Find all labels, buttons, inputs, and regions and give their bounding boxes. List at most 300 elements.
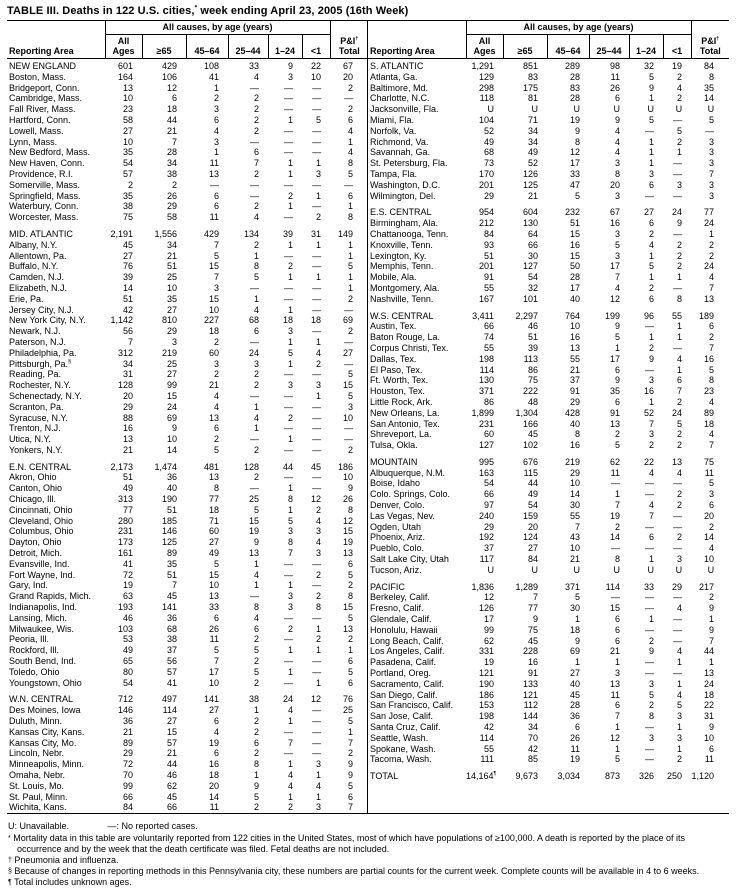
value-cell: 1	[348, 726, 354, 737]
value-cell: 6	[614, 364, 620, 375]
value-cell: 1	[677, 657, 683, 668]
value-cell: —	[284, 390, 293, 401]
value-cell: 5	[677, 125, 683, 136]
value-cell: 27	[569, 668, 580, 679]
value-cell: 2	[253, 677, 259, 688]
city-row	[368, 72, 729, 83]
value-cell: 231	[117, 526, 133, 537]
value-cell: 14	[122, 282, 133, 293]
value-cell: 130	[478, 375, 494, 386]
value-cell: 164	[117, 71, 133, 82]
value-cell: 6	[171, 93, 177, 104]
value-cell: 3	[287, 526, 293, 537]
value-cell: 6	[614, 624, 620, 635]
value-cell: 1,304	[515, 407, 538, 418]
value-cell: 161	[117, 548, 133, 559]
value-cell: 1	[287, 358, 293, 369]
footnote-item: ¶ Total includes unknown ages.	[8, 877, 132, 888]
value-cell: 68	[248, 315, 259, 326]
value-cell: —	[284, 125, 293, 136]
value-cell: 128	[243, 461, 259, 472]
column-header-reporting-area: Reporting Area	[7, 21, 105, 59]
value-cell: —	[645, 603, 654, 614]
value-cell: 51	[166, 261, 177, 272]
value-cell: 45	[527, 635, 538, 646]
reporting-area-cell: Gary, Ind.	[9, 580, 48, 591]
value-cell: 764	[564, 310, 580, 321]
value-cell: 91	[609, 407, 620, 418]
value-cell: 18	[208, 770, 219, 780]
value-cell: 1	[677, 743, 683, 754]
value-cell: 4	[253, 569, 259, 580]
city-row	[7, 580, 368, 591]
city-row	[368, 343, 729, 354]
value-cell: —	[284, 293, 293, 304]
reporting-area-cell: Kansas City, Kans.	[9, 726, 85, 737]
value-cell: 21	[166, 748, 177, 759]
value-cell: 11	[704, 467, 715, 478]
reporting-area-cell: Bridgeport, Conn.	[9, 82, 80, 93]
value-cell: 26	[343, 494, 354, 505]
value-cell: —	[312, 93, 322, 104]
value-cell: —	[284, 82, 293, 93]
value-cell: 3	[614, 250, 620, 261]
value-cell: 712	[117, 694, 133, 705]
value-cell: 19	[248, 526, 259, 537]
value-cell: 3	[709, 179, 715, 190]
value-cell: 1	[253, 250, 259, 261]
value-cell: 1	[709, 657, 715, 668]
value-cell: 2	[677, 489, 683, 500]
value-cell: —	[312, 726, 322, 737]
reporting-area-cell: Little Rock, Ark.	[370, 396, 433, 407]
reporting-area-cell: El Paso, Tex.	[370, 364, 423, 375]
value-cell: 34	[122, 358, 133, 369]
reporting-area-cell: Ogden, Utah	[370, 521, 422, 532]
value-cell: —	[312, 444, 322, 455]
value-cell: —	[344, 423, 354, 434]
value-cell: 69	[343, 315, 354, 326]
value-cell: —	[312, 558, 322, 569]
value-cell: 312	[117, 347, 133, 358]
value-cell: 21	[122, 444, 133, 455]
reporting-area-cell: Cambridge, Mass.	[9, 93, 83, 104]
value-cell: 14	[704, 93, 715, 104]
value-cell: 6	[614, 614, 620, 625]
city-row	[368, 375, 729, 386]
reporting-area-cell: Grand Rapids, Mich.	[9, 591, 92, 602]
value-cell: —	[312, 612, 322, 623]
value-cell: 29	[569, 467, 580, 478]
value-cell: 3	[348, 401, 354, 412]
value-cell: —	[312, 666, 322, 677]
value-cell: 2	[253, 114, 259, 125]
value-cell: 86	[483, 396, 494, 407]
value-cell: 4	[677, 353, 683, 364]
value-cell: 1	[253, 558, 259, 569]
reporting-area-cell: Columbus, Ohio	[9, 526, 74, 537]
value-cell: U	[573, 104, 580, 115]
city-row	[368, 668, 729, 679]
value-cell: 1	[213, 82, 219, 93]
value-cell: 8	[253, 602, 259, 613]
value-cell: 31	[311, 228, 322, 239]
value-cell: 14	[166, 444, 177, 455]
value-cell: 13	[208, 412, 219, 423]
value-cell: 1	[287, 483, 293, 494]
value-cell: —	[250, 82, 259, 93]
value-cell: 14	[609, 532, 620, 543]
value-cell: 12	[609, 293, 620, 304]
reporting-area-cell: Memphis, Tenn.	[370, 261, 434, 272]
city-row	[368, 419, 729, 430]
value-cell: 55	[483, 342, 494, 353]
value-cell: 60	[208, 347, 219, 358]
value-cell: 133	[522, 678, 538, 689]
value-cell: 42	[483, 722, 494, 733]
column-header-25-44: 25–44	[228, 35, 268, 59]
value-cell: 51	[483, 250, 494, 261]
value-cell: 33	[248, 61, 259, 71]
value-cell: 51	[569, 218, 580, 229]
value-cell: 1,142	[110, 315, 133, 326]
value-cell: 3	[287, 71, 293, 82]
value-cell: —	[284, 444, 293, 455]
value-cell: 74	[483, 332, 494, 343]
city-row	[7, 147, 368, 158]
value-cell: 29	[672, 581, 683, 592]
value-cell: 1	[287, 580, 293, 591]
value-cell: 141	[203, 694, 219, 705]
value-cell: 8	[574, 136, 580, 147]
value-cell: 9	[574, 125, 580, 136]
value-cell: 1	[253, 401, 259, 412]
reporting-area-cell: Chicago, Ill.	[9, 494, 57, 505]
city-row	[368, 565, 729, 576]
value-cell: 66	[122, 791, 133, 802]
city-row	[368, 180, 729, 191]
value-cell: 16	[704, 353, 715, 364]
value-cell: —	[312, 483, 322, 494]
value-cell: 7	[614, 500, 620, 511]
city-row	[7, 738, 368, 749]
reporting-area-cell: Santa Cruz, Calif.	[370, 722, 441, 733]
value-cell: 7	[709, 635, 715, 646]
value-cell: 5	[648, 114, 654, 125]
reporting-area-cell: Las Vegas, Nev.	[370, 510, 435, 521]
value-cell: 8	[614, 168, 620, 179]
reporting-area-cell: Newark, N.J.	[9, 326, 61, 337]
value-cell: 18	[208, 504, 219, 515]
value-cell: 37	[166, 645, 177, 656]
value-cell: 9	[287, 61, 293, 71]
value-cell: 4	[677, 646, 683, 657]
value-cell: 2	[614, 429, 620, 440]
value-cell: 2	[677, 396, 683, 407]
value-cell: 2	[677, 71, 683, 82]
value-cell: 27	[643, 207, 654, 218]
value-cell: 1,120	[691, 771, 715, 782]
value-cell: 198	[478, 711, 494, 722]
value-cell: —	[284, 212, 293, 223]
value-cell: 7	[614, 711, 620, 722]
reporting-area-cell: Tucson, Ariz.	[370, 564, 422, 575]
value-cell: 51	[527, 332, 538, 343]
value-cell: 11	[610, 467, 620, 478]
value-cell: 10	[166, 434, 177, 445]
value-cell: 1	[287, 666, 293, 677]
value-cell: 114	[479, 732, 494, 743]
value-cell: —	[611, 543, 620, 554]
value-cell: 5	[677, 700, 683, 711]
value-cell: 45	[166, 591, 177, 602]
column-header-pi-total: P&I† Total	[691, 21, 729, 59]
reporting-area-cell: Rochester, N.Y.	[9, 380, 71, 391]
value-cell: 13	[122, 82, 133, 93]
value-cell: 6	[253, 623, 259, 634]
value-cell: 1	[316, 390, 322, 401]
value-cell: 1	[348, 645, 354, 656]
reporting-area-cell: Phoenix, Ariz.	[370, 532, 426, 543]
value-cell: 7	[709, 440, 715, 451]
value-cell: 66	[483, 321, 494, 332]
value-cell: 128	[117, 380, 133, 391]
value-cell: 6	[348, 791, 354, 802]
value-cell: —	[312, 201, 322, 212]
reporting-area-cell: Camden, N.J.	[9, 272, 65, 283]
value-cell: —	[284, 656, 293, 667]
value-cell: 4	[253, 304, 259, 315]
value-cell: 3	[614, 158, 620, 169]
value-cell: 2	[253, 726, 259, 737]
value-cell: 38	[166, 168, 177, 179]
value-cell: 33	[643, 581, 654, 592]
value-cell: 89	[704, 407, 715, 418]
value-cell: 24	[166, 401, 177, 412]
value-cell: 3	[648, 429, 654, 440]
value-cell: 13	[343, 548, 354, 559]
value-cell: 104	[478, 114, 494, 125]
value-cell: 3	[316, 526, 322, 537]
value-cell: 1	[253, 705, 259, 716]
value-cell: —	[645, 722, 654, 733]
value-cell: 60	[483, 429, 494, 440]
value-cell: 1	[316, 645, 322, 656]
city-row	[368, 657, 729, 668]
value-cell: 36	[166, 472, 177, 483]
value-cell: —	[284, 104, 293, 115]
value-cell: —	[645, 624, 654, 635]
value-cell: 3	[677, 711, 683, 722]
region-row	[368, 451, 729, 468]
value-cell: 8	[348, 212, 354, 223]
city-row	[368, 679, 729, 690]
value-cell: 4	[709, 543, 715, 554]
value-cell: 3	[287, 326, 293, 337]
value-cell: 2	[709, 332, 715, 343]
footnote-item: * Mortality data in this table are voluntarily reported from 122 cities in the United States, most of which have populations of ≥100,000. A death is reported by the place of its occurrence and by the week that the death certificate was filed. Fetal deaths are not included.	[8, 833, 686, 855]
reporting-area-cell: Akron, Ohio	[9, 472, 57, 483]
value-cell: 115	[523, 467, 538, 478]
value-cell: 2	[677, 500, 683, 511]
value-cell: 3	[316, 380, 322, 391]
value-cell: 7	[287, 548, 293, 559]
reporting-area-cell: Yonkers, N.Y.	[9, 444, 63, 455]
value-cell: 22	[643, 456, 654, 467]
city-row	[7, 137, 368, 148]
value-cell: 4	[253, 612, 259, 623]
reporting-area-cell: Syracuse, N.Y.	[9, 412, 68, 423]
value-cell: 6	[648, 532, 654, 543]
value-cell: 1	[677, 321, 683, 332]
value-cell: 25	[166, 358, 177, 369]
value-cell: 7	[253, 158, 259, 169]
city-row	[7, 656, 368, 667]
reporting-area-cell: MOUNTAIN	[370, 456, 418, 467]
value-cell: 9	[532, 614, 538, 625]
table-rows-left	[7, 59, 368, 814]
value-cell: —	[284, 93, 293, 104]
value-cell: 5	[614, 239, 620, 250]
reporting-area-cell: Duluth, Minn.	[9, 716, 63, 727]
value-cell: —	[210, 179, 219, 190]
value-cell: 676	[522, 456, 538, 467]
value-cell: 12	[569, 147, 580, 158]
value-cell: 2	[253, 239, 259, 250]
value-cell: 43	[569, 532, 580, 543]
value-cell: U	[487, 564, 494, 575]
value-cell: 1,899	[471, 407, 494, 418]
reporting-area-cell: Lansing, Mich.	[9, 612, 68, 623]
value-cell: 34	[527, 722, 538, 733]
value-cell: 85	[527, 754, 538, 765]
value-cell: 1	[348, 136, 354, 147]
city-row	[368, 126, 729, 137]
value-cell: 4	[213, 125, 219, 136]
value-cell: 13	[704, 668, 715, 679]
value-cell: 44	[166, 759, 177, 770]
value-cell: 4	[213, 726, 219, 737]
value-cell: 55	[569, 353, 580, 364]
value-cell: 23	[704, 386, 715, 397]
value-cell: 20	[122, 390, 133, 401]
value-cell: 17	[609, 353, 620, 364]
value-cell: 175	[522, 82, 538, 93]
value-cell: 13	[609, 678, 620, 689]
value-cell: 1	[614, 657, 620, 668]
value-cell: 121	[478, 668, 494, 679]
city-row	[7, 126, 368, 137]
value-cell: 29	[166, 201, 177, 212]
value-cell: 52	[527, 158, 538, 169]
value-cell: 114	[162, 705, 177, 716]
value-cell: —	[312, 423, 322, 434]
value-cell: 1	[648, 554, 654, 565]
value-cell: 7	[709, 342, 715, 353]
value-cell: 3,034	[557, 771, 580, 782]
reporting-area-cell: Albuquerque, N.M.	[370, 467, 446, 478]
value-cell: 44	[282, 461, 293, 472]
column-header-1-24: 1–24	[268, 35, 302, 59]
value-cell: 29	[483, 190, 494, 201]
value-cell: 201	[478, 261, 494, 272]
footnote-marker: *	[8, 835, 11, 843]
value-cell: 1	[287, 168, 293, 179]
value-cell: 232	[564, 207, 580, 218]
value-cell: —	[284, 423, 293, 434]
value-cell: 15	[569, 228, 580, 239]
value-cell: 26	[569, 732, 580, 743]
value-cell: 3	[677, 554, 683, 565]
reporting-area-cell: San Diego, Calif.	[370, 689, 438, 700]
value-cell: 3	[213, 136, 219, 147]
value-cell: 219	[161, 347, 177, 358]
city-row	[368, 478, 729, 489]
value-cell: 15	[569, 250, 580, 261]
value-cell: 16	[569, 239, 580, 250]
value-cell: 25	[343, 705, 354, 716]
value-cell: 1	[648, 396, 654, 407]
value-cell: 3	[614, 190, 620, 201]
value-cell: —	[673, 668, 683, 679]
value-cell: 189	[699, 310, 715, 321]
value-cell: 5	[213, 645, 219, 656]
value-cell: 88	[122, 412, 133, 423]
value-cell: 27	[166, 304, 177, 315]
value-cell: 12	[343, 515, 354, 526]
column-group-header-all-causes: All causes, by age (years)	[466, 21, 691, 35]
value-cell: 4	[253, 212, 259, 223]
city-row	[7, 494, 368, 505]
value-cell: 21	[569, 364, 580, 375]
value-cell: —	[673, 114, 683, 125]
value-cell: 16	[569, 440, 580, 451]
value-cell: 2	[648, 700, 654, 711]
value-cell: 5	[348, 369, 354, 380]
value-cell: 2	[348, 580, 354, 591]
value-cell: U	[613, 104, 620, 115]
value-cell: 20	[527, 521, 538, 532]
value-cell: 51	[166, 569, 177, 580]
value-cell: 4	[253, 71, 259, 82]
city-row	[7, 83, 368, 94]
city-row	[7, 201, 368, 212]
value-cell: 1	[614, 743, 620, 754]
value-cell: 167	[478, 293, 494, 304]
value-cell: 193	[117, 602, 133, 613]
value-cell: 35	[704, 82, 715, 93]
value-cell: 4	[677, 467, 683, 478]
value-cell: 45	[527, 429, 538, 440]
value-cell: 10	[122, 136, 133, 147]
reporting-area-cell: Albany, N.Y.	[9, 239, 58, 250]
reporting-area-cell: Fall River, Mass.	[9, 104, 76, 115]
value-cell: 1	[287, 645, 293, 656]
value-cell: 371	[478, 386, 494, 397]
city-row	[7, 781, 368, 792]
city-row	[7, 505, 368, 516]
value-cell: —	[312, 737, 322, 748]
city-row	[368, 397, 729, 408]
reporting-area-cell: Atlanta, Ga.	[370, 71, 418, 82]
reporting-area-cell: San Francisco, Calif.	[370, 700, 454, 711]
value-cell: —	[705, 125, 715, 136]
value-cell: 33	[208, 602, 219, 613]
value-cell: 20	[609, 179, 620, 190]
value-cell: 1	[287, 791, 293, 802]
value-cell: 5	[253, 645, 259, 656]
value-cell: —	[673, 190, 683, 201]
